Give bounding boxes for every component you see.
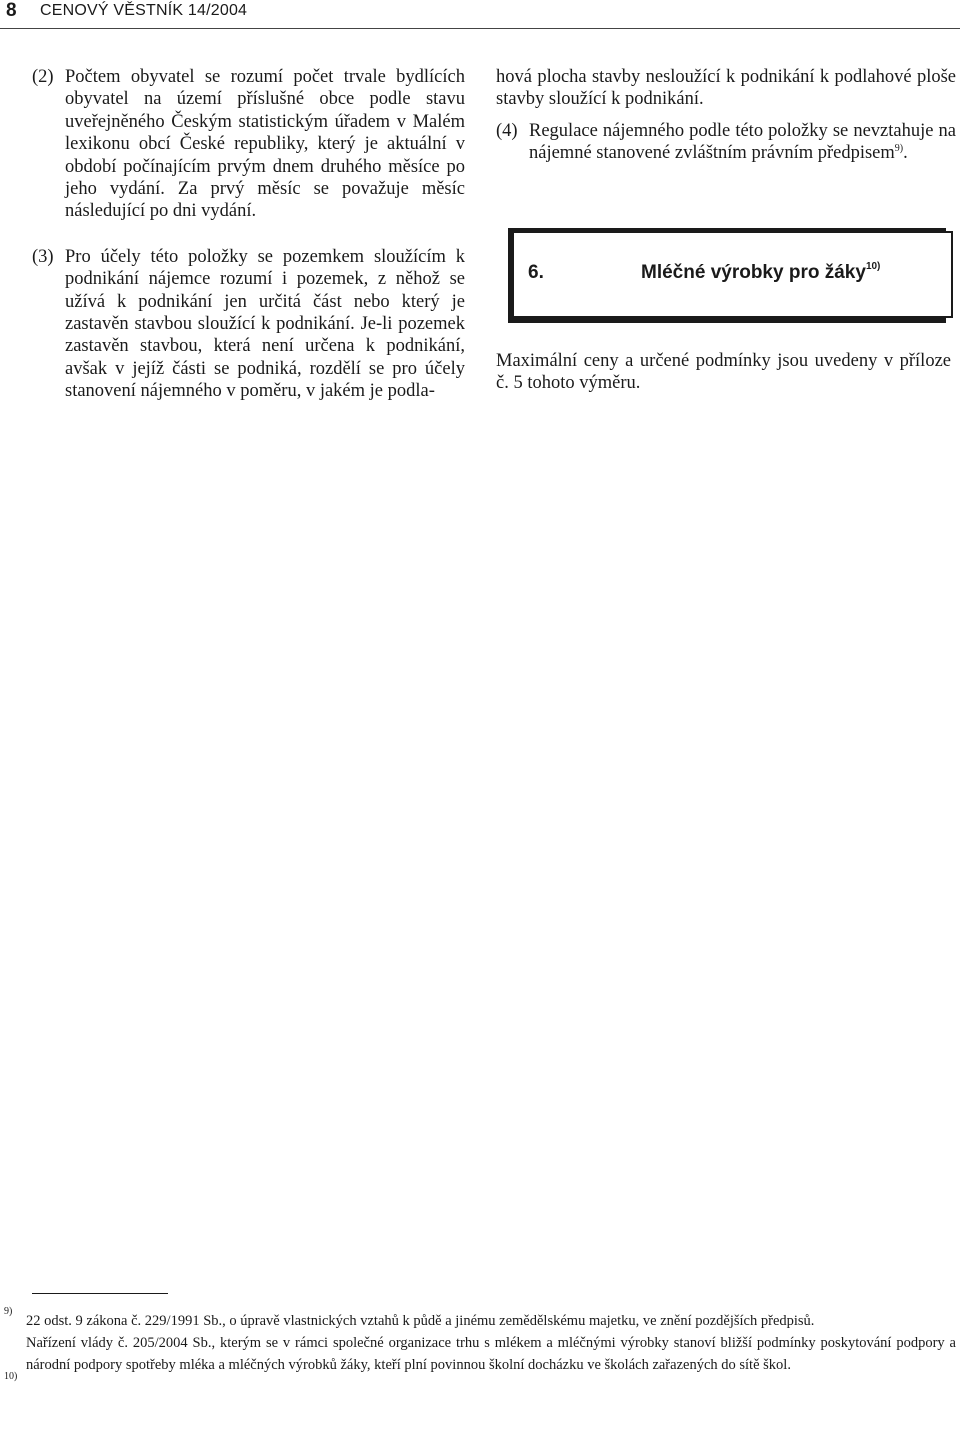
paragraph-text: Regulace nájemného podle této položky se nevztahuje na nájemné stanovené zvláštním právním předpisem [529,120,956,164]
section-number: 6. [528,262,544,283]
section-title [641,262,880,284]
sentence-end: . [903,143,908,164]
paragraph-number: (3) [32,246,54,267]
footnote-text: 22 odst. 9 zákona č. 229/1991 Sb., o úpravě vlastnických vztahů k půdě a jinému zemědělskému majetku, ve znění pozdějších předpisů. [26,1313,815,1329]
continuation-text: hová plocha stavby nesloužící k podnikání k podlahové ploše stavby sloužící k podnikání. [496,67,956,110]
page-header [0,0,960,29]
footnote-mark: 10) [4,1371,18,1382]
footnote-10 [4,1332,956,1382]
paragraph-number: (4) [496,120,518,141]
paragraph-4 [496,120,956,165]
running-title: CENOVÝ VĚSTNÍK 14/2004 [40,2,248,19]
heading-frame [512,231,953,318]
footnote-separator [32,1293,168,1294]
footnote-text: Nařízení vlády č. 205/2004 Sb., kterým se v rámci společné organizace trhu s mlékem a mléčnými výrobky stanoví bližší podmínky poskytování podpory a národní podpory spotřeby mléka a mléčných výrobků žáky, kteří plní povinnou školní docházku ve školách zařazených do sítě škol. [26,1335,956,1373]
paragraph-2 [32,66,465,223]
right-column [496,66,956,165]
page-number: 8 [6,0,17,21]
section-body-text: Maximální ceny a určené podmínky jsou uvedeny v příloze č. 5 tohoto výměru. [496,351,951,394]
footnotes [4,1306,956,1382]
section-heading-box [508,228,956,318]
section-title-text: Mléčné výrobky pro žáky [641,262,866,283]
left-column [32,66,465,403]
paragraph-number: (2) [32,67,54,87]
footnote-mark: 9) [4,1306,13,1317]
paragraph-text: Pro účely této položky se pozemkem sloužícím k podnikání nájemce rozumí i pozemek, z něhož se užívá k podnikání jen určitá část nebo který je zastavěn stavbou sloužící k podnikání. Je-li pozemek zastavěn stavbou, která není určena k podnikání, avšak v jejíž části se podniká, rozdělí se pro účely stanovení nájemného v poměru, v jakém je podla- [65,246,465,402]
footnote-ref-9[interactable]: 9) [894,143,904,155]
paragraph-text: Počtem obyvatel se rozumí počet trvale bydlících obyvatel na území příslušné obce podle stavu uveřejněného Českým statistickým úřadem v Malém lexikonu obcí České republiky, který je aktuální v období počínajícím prvým dnem druhého měsíce po jeho vydání. Za prvý měsíc se považuje měsíc následující po dni vydání. [65,67,465,222]
footnote-9 [4,1306,956,1332]
paragraph-3 [32,246,465,403]
footnote-ref-10[interactable]: 10) [865,261,881,272]
